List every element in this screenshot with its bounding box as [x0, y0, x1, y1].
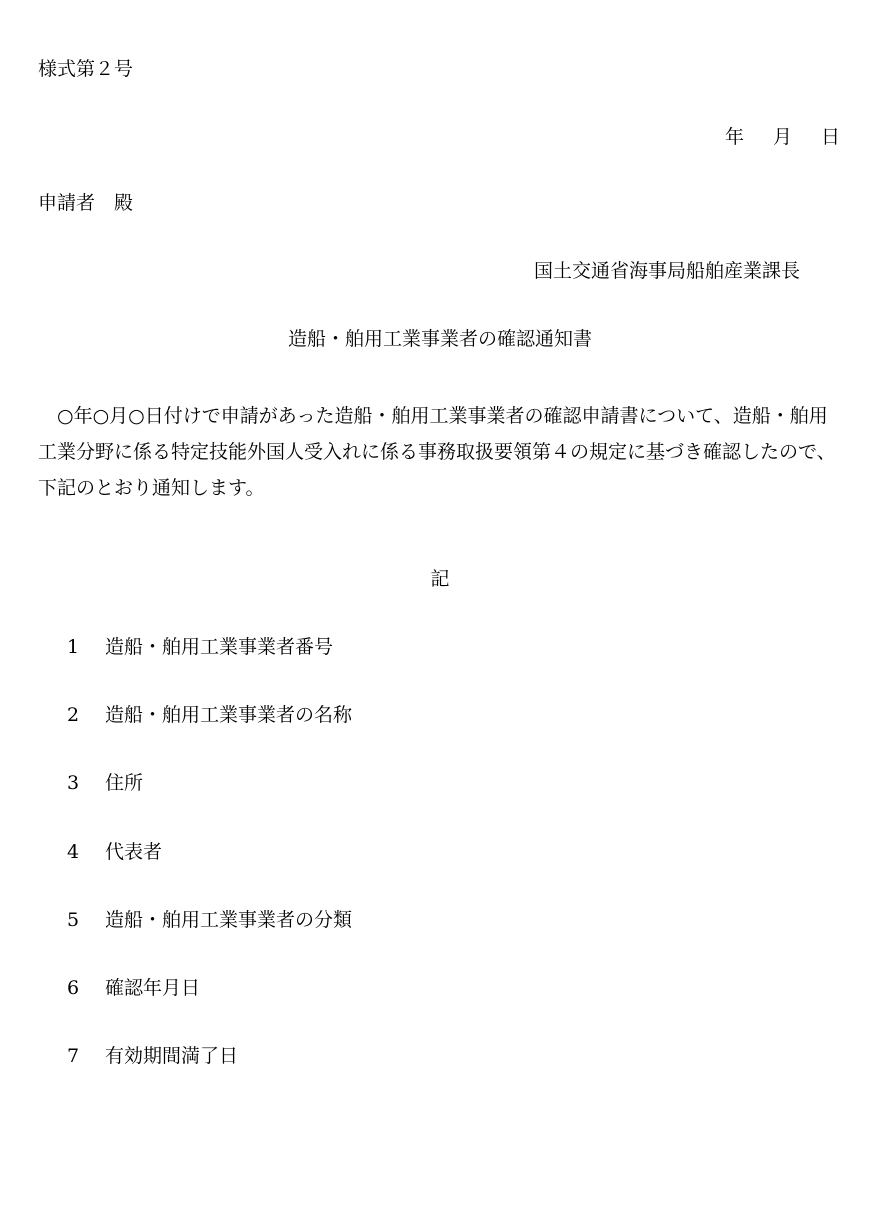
ki-heading: 記	[430, 568, 450, 590]
addressee: 申請者 殿	[38, 192, 134, 214]
item-label: 造船・舶用工業事業者の分類	[105, 909, 353, 931]
item-number: 5	[67, 909, 80, 931]
body-paragraph: ○年○月○日付けで申請があった造船・舶用工業事業者の確認申請書について、造船・舶用工業分野に係る特定技能外国人受入れに係る事務取扱要領第４の規定に基づき確認したので、下記のとおり通知します。	[38, 405, 836, 499]
list-item	[67, 843, 162, 862]
form-number: 様式第２号	[38, 58, 134, 80]
item-number: 1	[67, 636, 80, 658]
item-label: 有効期間満了日	[105, 1045, 239, 1067]
item-number: 7	[67, 1045, 80, 1067]
list-item	[67, 638, 333, 657]
document-title: 造船・舶用工業事業者の確認通知書	[287, 328, 592, 350]
date-day-label: 日	[820, 126, 840, 148]
list-item	[67, 706, 352, 725]
item-label: 住所	[105, 772, 144, 794]
item-label: 確認年月日	[105, 977, 201, 999]
item-label: 造船・舶用工業事業者番号	[105, 636, 334, 658]
list-item	[67, 774, 143, 793]
item-number: 3	[67, 772, 80, 794]
item-number: 4	[67, 841, 80, 863]
item-label: 代表者	[105, 841, 163, 863]
date-line	[725, 128, 840, 147]
date-year-label: 年	[724, 126, 744, 148]
item-number: 2	[67, 704, 80, 726]
list-item	[67, 979, 200, 998]
item-label: 造船・舶用工業事業者の名称	[105, 704, 353, 726]
item-number: 6	[67, 977, 80, 999]
date-month-label: 月	[772, 126, 792, 148]
list-item	[67, 1047, 238, 1066]
list-item	[67, 911, 352, 930]
issuer: 国土交通省海事局船舶産業課長	[533, 260, 800, 282]
